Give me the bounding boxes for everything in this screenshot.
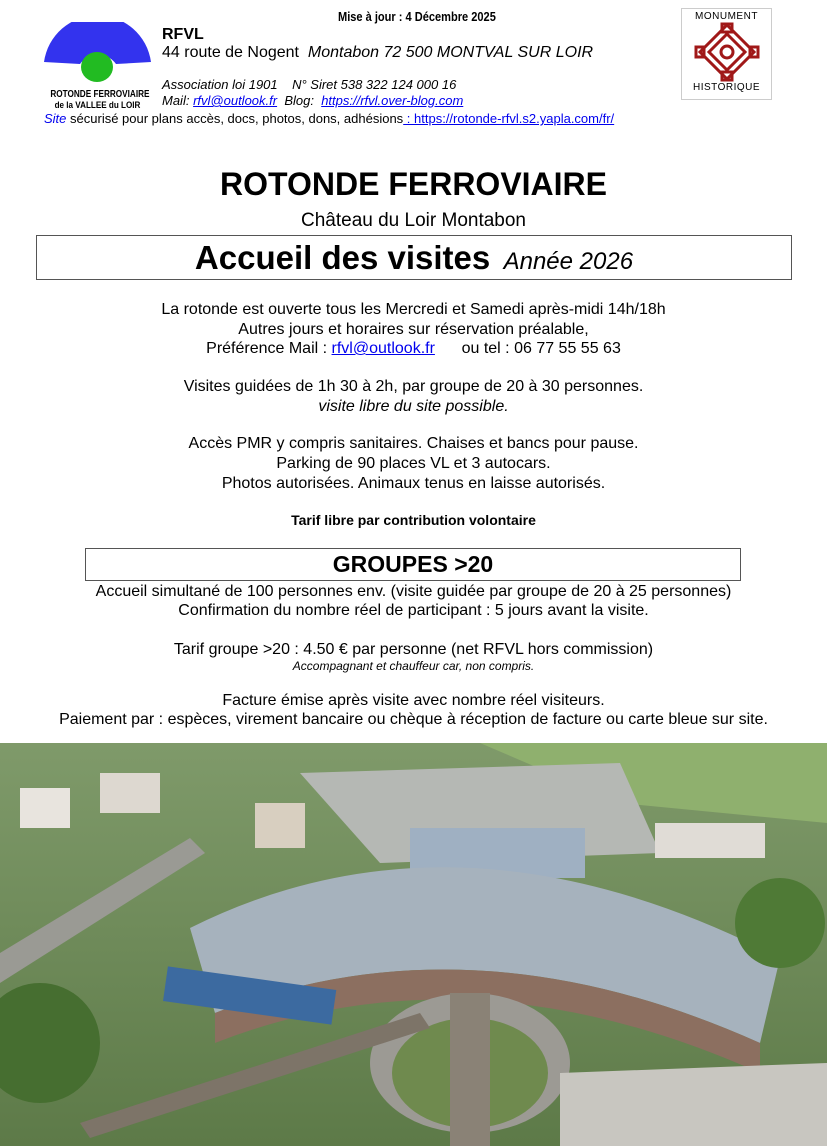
- subtitle: Château du Loir Montabon: [301, 210, 526, 231]
- monument-historique-logo: MONUMENT HISTORIQUE: [681, 8, 772, 100]
- site-line: Site sécurisé pour plans accès, docs, photos, dons, adhésions : https://rotonde-rfvl.s2.yapla.com/fr/: [44, 111, 615, 126]
- site-link[interactable]: : https://rotonde-rfvl.s2.yapla.com/fr/: [403, 111, 615, 126]
- banner-title: Accueil des visites: [194, 239, 491, 276]
- rfvl-logo: ROTONDE FERROVIAIRE de la VALLEE du LOIR: [40, 22, 155, 112]
- contact-line: Mail: rfvl@outlook.fr Blog: https://rfvl.over-blog.com: [162, 93, 464, 108]
- association-line: Association loi 1901 N° Siret 538 322 124 000 16: [162, 77, 457, 92]
- banner-box: [36, 235, 792, 280]
- address: 44 route de Nogent Montabon 72 500 MONTVAL SUR LOIR: [162, 44, 594, 61]
- groups-box: GROUPES >20: [85, 548, 741, 581]
- org-name: RFVL: [162, 26, 204, 43]
- aerial-photo-rotunda: [0, 743, 827, 1146]
- banner-year: Année 2026: [503, 248, 634, 275]
- blog-link[interactable]: https://rfvl.over-blog.com: [321, 93, 464, 108]
- update-date: Mise à jour : 4 Décembre 2025: [338, 9, 496, 24]
- main-title: ROTONDE FERROVIAIRE: [220, 166, 607, 202]
- contact-mail-link[interactable]: rfvl@outlook.fr: [331, 340, 435, 357]
- mail-link[interactable]: rfvl@outlook.fr: [193, 93, 278, 108]
